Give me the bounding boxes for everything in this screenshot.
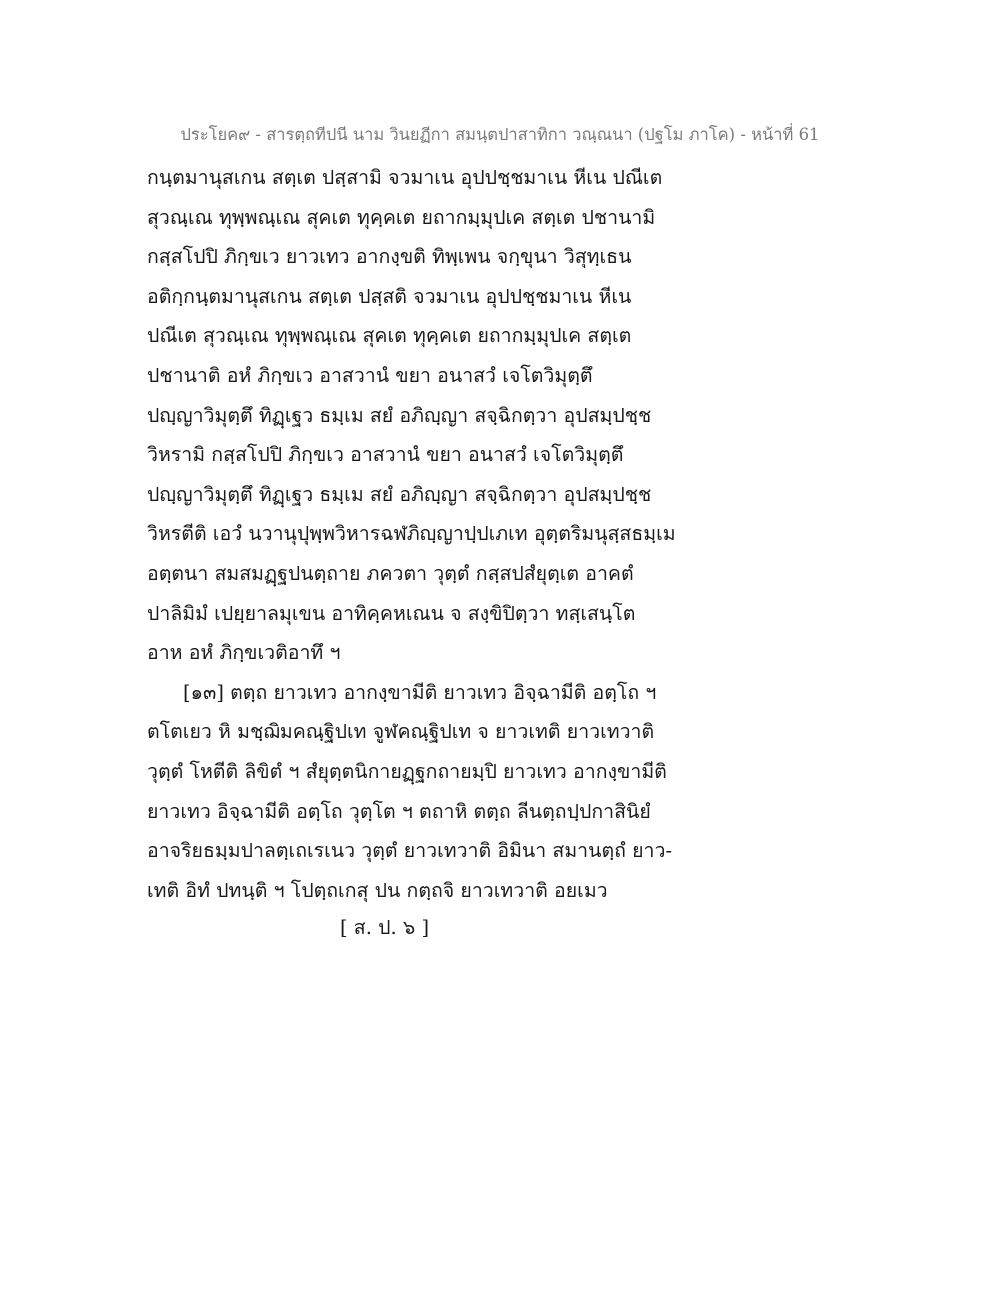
text-line: อาห อหํ ภิกฺขเวติอาทึ ฯ [147,641,341,665]
page-reference: [ ส. ป. ๖ ] [340,916,430,939]
text-line: อาจริยธมฺมปาลตฺเถเรเนว วุตฺตํ ยาวเทวาติ อิมินา สมานตฺถํ ยาว- [147,839,673,863]
text-line: วิหรตีติ เอวํ นวานุปุพฺพวิหารฉฬภิญฺญาปฺปเภเท อุตฺตริมนุสฺสธมฺเม [147,522,676,546]
text-line: ปชานาติ อหํ ภิกฺขเว อาสวานํ ขยา อนาสวํ เจโตวิมุตฺตึ [147,363,593,387]
text-line: ยาวเทว อิจฺฉามีติ อตฺโถ วุตฺโต ฯ ตถาหิ ตตฺถ ลีนตฺถปฺปกาสินิยํ [147,799,651,823]
body-text [147,158,687,910]
text-line: อติกฺกนฺตมานุสเกน สตฺเต ปสฺสติ จวมาเน อุปปชฺชมาเน หีเน [147,284,632,308]
text-line: วุตฺตํ โหตีติ ลิขิตํ ฯ สํยุตฺตนิกายฏฺฐกถายมฺปิ ยาวเทว อากงฺขามีติ [147,759,667,783]
text-line: เทติ อิทํ ปทนฺติ ฯ โปตฺถเกสุ ปน กตฺถจิ ยาวเทวาติ อยเมว [147,878,608,902]
text-line: สุวณฺเณ ทุพฺพณฺเณ สุคเต ทุคฺคเต ยถากมฺมุปเค สตฺเต ปชานามิ [147,205,656,229]
text-line: วิหรามิ กสฺสโปปิ ภิกฺขเว อาสวานํ ขยา อนาสวํ เจโตวิมุตฺตึ [147,443,624,467]
running-header [0,122,1000,148]
text-line: ปาลิมิมํ เปยฺยาลมุเขน อาทิคฺคหเณน จ สงฺขิปิตฺวา ทสฺเสนฺโต [147,601,636,625]
text-line: ปญฺญาวิมุตฺตึ ทิฏฺเฐว ธมฺเม สยํ อภิญฺญา สจฺฉิกตฺวา อุปสมฺปชฺช [147,403,652,427]
text-line: กสฺสโปปิ ภิกฺขเว ยาวเทว อากงฺขติ ทิพฺเพน จกฺขุนา วิสุทฺเธน [147,245,632,269]
text-line: กนฺตมานุสเกน สตฺเต ปสฺสามิ จวมาเน อุปปชฺชมาเน หีเน ปณีเต [147,166,663,189]
running-header-text: ประโยค๙ - สารตฺถทีปนี นาม วินยฏีกา สมนฺตปาสาทิกา วณฺณนา (ปฐโม ภาโค) - หน้าที่ 61 [180,125,820,144]
text-line: อตฺตนา สมสมฏฺฐปนตฺถาย ภควตา วุตฺตํ กสฺสปสํยุตฺเต อาคตํ [147,561,634,585]
text-line: ตโตเยว หิ มชฺฌิมคณฺฐิปเท จูฬคณฺฐิปเท จ ยาวเทติ ยาวเทวาติ [147,720,655,744]
text-line: [๑๓] ตตฺถ ยาวเทว อากงฺขามีติ ยาวเทว อิจฺฉามีติ อตฺโถ ฯ [183,680,657,704]
text-line: ปณีเต สุวณฺเณ ทุพฺพณฺเณ สุคเต ทุคฺคเต ยถากมฺมุปเค สตฺเต [147,324,632,348]
text-line: ปญฺญาวิมุตฺตึ ทิฏฺเฐว ธมฺเม สยํ อภิญฺญา สจฺฉิกตฺวา อุปสมฺปชฺช [147,482,652,506]
